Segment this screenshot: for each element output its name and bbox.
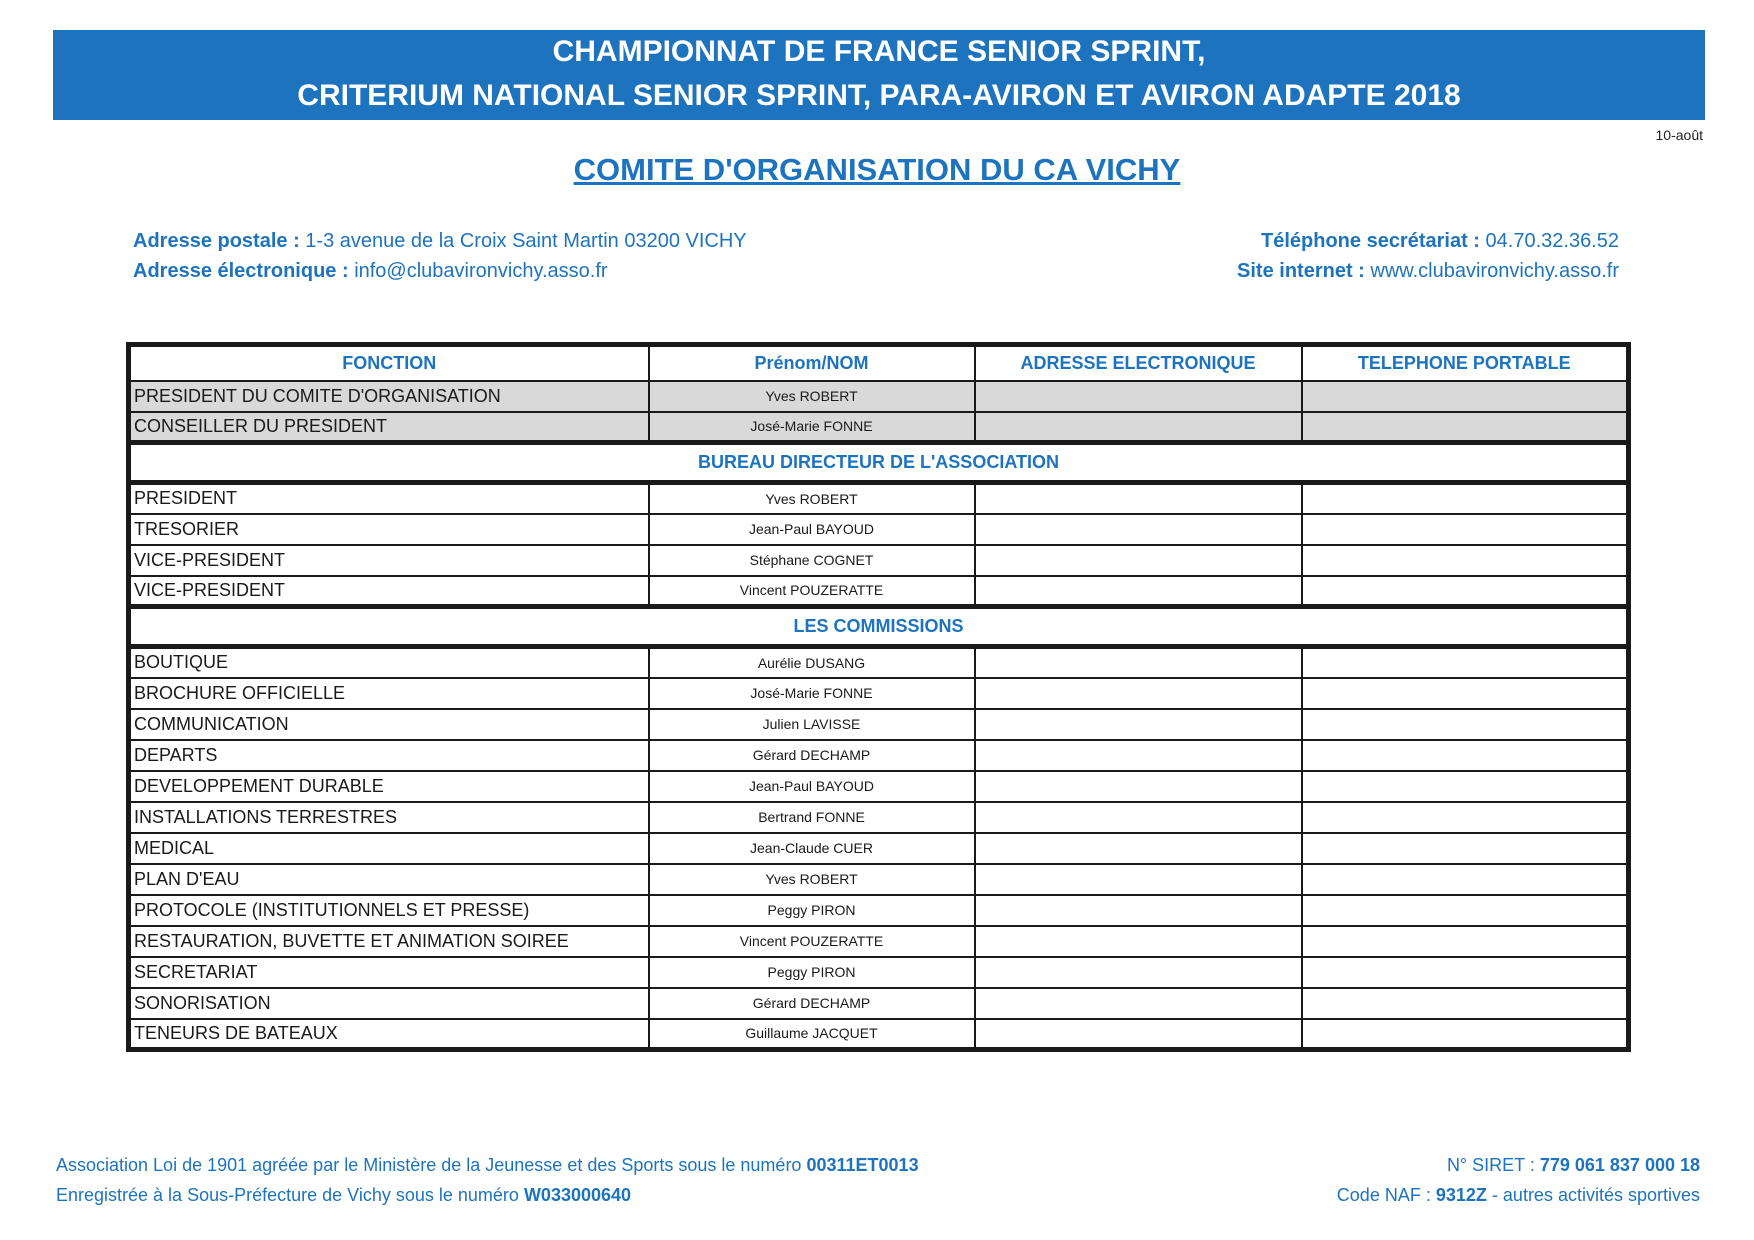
- naf-value: 9312Z: [1435, 1185, 1487, 1205]
- email-cell: [975, 771, 1302, 802]
- email-cell: [975, 957, 1302, 988]
- email-cell: [975, 988, 1302, 1019]
- fonction-cell: COMMUNICATION: [129, 709, 649, 740]
- fonction-cell: BROCHURE OFFICIELLE: [129, 678, 649, 709]
- fonction-cell: PRESIDENT: [129, 483, 649, 514]
- fonction-cell: SECRETARIAT: [129, 957, 649, 988]
- phone-cell: [1302, 709, 1629, 740]
- email-cell: [975, 647, 1302, 678]
- fonction-cell: BOUTIQUE: [129, 647, 649, 678]
- phone-cell: [1302, 678, 1629, 709]
- phone-cell: [1302, 864, 1629, 895]
- name-cell: Vincent POUZERATTE: [649, 926, 975, 957]
- assoc-text: Association Loi de 1901 agréée par le Ministère de la Jeunesse et des Sports sous le numéro: [56, 1155, 802, 1175]
- section-bureau: [129, 443, 1629, 483]
- phone-cell: [1302, 926, 1629, 957]
- name-cell: Jean-Paul BAYOUD: [649, 771, 975, 802]
- phone-cell: [1302, 514, 1629, 545]
- email-cell: [975, 926, 1302, 957]
- table-row: [129, 988, 1629, 1019]
- name-cell: Peggy PIRON: [649, 957, 975, 988]
- site-label: Site internet :: [1237, 260, 1365, 282]
- phone-label: Téléphone secrétariat :: [1261, 230, 1480, 252]
- email-cell: [975, 833, 1302, 864]
- name-cell: Jean-Paul BAYOUD: [649, 514, 975, 545]
- phone-cell: [1302, 483, 1629, 514]
- email-cell: [975, 802, 1302, 833]
- table-row: [129, 381, 1629, 412]
- table-row: [129, 709, 1629, 740]
- fonction-cell: CONSEILLER DU PRESIDENT: [129, 412, 649, 443]
- phone-cell: [1302, 895, 1629, 926]
- document-date: 10-août: [1655, 127, 1703, 143]
- table-row: [129, 895, 1629, 926]
- name-cell: José-Marie FONNE: [649, 412, 975, 443]
- fonction-cell: INSTALLATIONS TERRESTRES: [129, 802, 649, 833]
- phone-cell: [1302, 1019, 1629, 1050]
- assoc-number: 00311ET0013: [806, 1155, 919, 1175]
- table-row: [129, 678, 1629, 709]
- fonction-cell: DEVELOPPEMENT DURABLE: [129, 771, 649, 802]
- email-cell: [975, 740, 1302, 771]
- email-cell: [975, 381, 1302, 412]
- table-body: [129, 345, 1629, 1050]
- section-bureau-label: BUREAU DIRECTEUR DE L'ASSOCIATION: [129, 443, 1629, 483]
- email-cell: [975, 514, 1302, 545]
- table-row: [129, 483, 1629, 514]
- table-row: [129, 926, 1629, 957]
- siret-value: 779 061 837 000 18: [1539, 1155, 1700, 1175]
- fonction-cell: PRESIDENT DU COMITE D'ORGANISATION: [129, 381, 649, 412]
- email-cell: [975, 709, 1302, 740]
- fonction-cell: PROTOCOLE (INSTITUTIONNELS ET PRESSE): [129, 895, 649, 926]
- name-cell: Julien LAVISSE: [649, 709, 975, 740]
- table-row: [129, 802, 1629, 833]
- footer-naf: [1337, 1180, 1700, 1210]
- phone-cell: [1302, 802, 1629, 833]
- name-cell: Yves ROBERT: [649, 483, 975, 514]
- phone-cell: [1302, 545, 1629, 576]
- table-row: [129, 545, 1629, 576]
- email-address: [133, 256, 747, 286]
- phone-value: 04.70.32.36.52: [1485, 230, 1619, 252]
- col-header-fonction: FONCTION: [129, 345, 649, 381]
- table-row: [129, 647, 1629, 678]
- email-cell: [975, 483, 1302, 514]
- table-row: [129, 412, 1629, 443]
- header-line-2: CRITERIUM NATIONAL SENIOR SPRINT, PARA-AVIRON ET AVIRON ADAPTE 2018: [297, 79, 1461, 112]
- email-cell: [975, 678, 1302, 709]
- email-value[interactable]: info@clubavironvichy.asso.fr: [354, 260, 608, 282]
- fonction-cell: DEPARTS: [129, 740, 649, 771]
- email-cell: [975, 412, 1302, 443]
- header-line-1: CHAMPIONNAT DE FRANCE SENIOR SPRINT,: [552, 35, 1206, 68]
- table-row: [129, 576, 1629, 607]
- col-header-email: ADRESSE ELECTRONIQUE: [975, 345, 1302, 381]
- phone-cell: [1302, 957, 1629, 988]
- section-commissions-label: LES COMMISSIONS: [129, 607, 1629, 647]
- site-value[interactable]: www.clubavironvichy.asso.fr: [1370, 260, 1619, 282]
- postal-label: Adresse postale :: [133, 230, 300, 252]
- table-row: [129, 740, 1629, 771]
- phone-cell: [1302, 988, 1629, 1019]
- phone-cell: [1302, 647, 1629, 678]
- table-header-row: [129, 345, 1629, 381]
- postal-address: [133, 226, 747, 256]
- footer-assoc: [56, 1150, 919, 1180]
- fonction-cell: PLAN D'EAU: [129, 864, 649, 895]
- fonction-cell: VICE-PRESIDENT: [129, 576, 649, 607]
- footer-siret: [1337, 1150, 1700, 1180]
- name-cell: Stéphane COGNET: [649, 545, 975, 576]
- phone-cell: [1302, 771, 1629, 802]
- table-row: [129, 1019, 1629, 1050]
- name-cell: Peggy PIRON: [649, 895, 975, 926]
- email-label: Adresse électronique :: [133, 260, 349, 282]
- fonction-cell: TENEURS DE BATEAUX: [129, 1019, 649, 1050]
- footer-registered: [56, 1180, 919, 1210]
- organisation-table: [126, 342, 1631, 1052]
- name-cell: Yves ROBERT: [649, 864, 975, 895]
- contact-right: [1237, 226, 1619, 286]
- siret-label: N° SIRET :: [1446, 1155, 1535, 1175]
- name-cell: Gérard DECHAMP: [649, 740, 975, 771]
- phone-cell: [1302, 381, 1629, 412]
- name-cell: Gérard DECHAMP: [649, 988, 975, 1019]
- table-row: [129, 957, 1629, 988]
- email-cell: [975, 545, 1302, 576]
- fonction-cell: RESTAURATION, BUVETTE ET ANIMATION SOIREE: [129, 926, 649, 957]
- table-row: [129, 514, 1629, 545]
- col-header-nom: Prénom/NOM: [649, 345, 975, 381]
- naf-label: Code NAF :: [1336, 1185, 1431, 1205]
- website: [1237, 256, 1619, 286]
- name-cell: Yves ROBERT: [649, 381, 975, 412]
- name-cell: Guillaume JACQUET: [649, 1019, 975, 1050]
- footer-right: [1337, 1150, 1700, 1210]
- table-row: [129, 833, 1629, 864]
- email-cell: [975, 576, 1302, 607]
- name-cell: Jean-Claude CUER: [649, 833, 975, 864]
- contact-left: [133, 226, 747, 286]
- registered-number: W033000640: [523, 1185, 632, 1205]
- fonction-cell: SONORISATION: [129, 988, 649, 1019]
- phone-cell: [1302, 412, 1629, 443]
- header-banner: [53, 30, 1705, 120]
- name-cell: Bertrand FONNE: [649, 802, 975, 833]
- phone: [1237, 226, 1619, 256]
- section-commissions: [129, 607, 1629, 647]
- fonction-cell: TRESORIER: [129, 514, 649, 545]
- email-cell: [975, 864, 1302, 895]
- table-row: [129, 771, 1629, 802]
- phone-cell: [1302, 833, 1629, 864]
- phone-cell: [1302, 576, 1629, 607]
- registered-text: Enregistrée à la Sous-Préfecture de Vichy sous le numéro: [56, 1185, 519, 1205]
- phone-cell: [1302, 740, 1629, 771]
- col-header-phone: TELEPHONE PORTABLE: [1302, 345, 1629, 381]
- fonction-cell: VICE-PRESIDENT: [129, 545, 649, 576]
- name-cell: José-Marie FONNE: [649, 678, 975, 709]
- fonction-cell: MEDICAL: [129, 833, 649, 864]
- email-cell: [975, 1019, 1302, 1050]
- email-cell: [975, 895, 1302, 926]
- footer-left: [56, 1150, 919, 1210]
- table-row: [129, 864, 1629, 895]
- page-title: COMITE D'ORGANISATION DU CA VICHY: [573, 152, 1181, 187]
- naf-desc: - autres activités sportives: [1491, 1185, 1700, 1205]
- name-cell: Aurélie DUSANG: [649, 647, 975, 678]
- postal-value: 1-3 avenue de la Croix Saint Martin 03200 VICHY: [305, 230, 747, 252]
- name-cell: Vincent POUZERATTE: [649, 576, 975, 607]
